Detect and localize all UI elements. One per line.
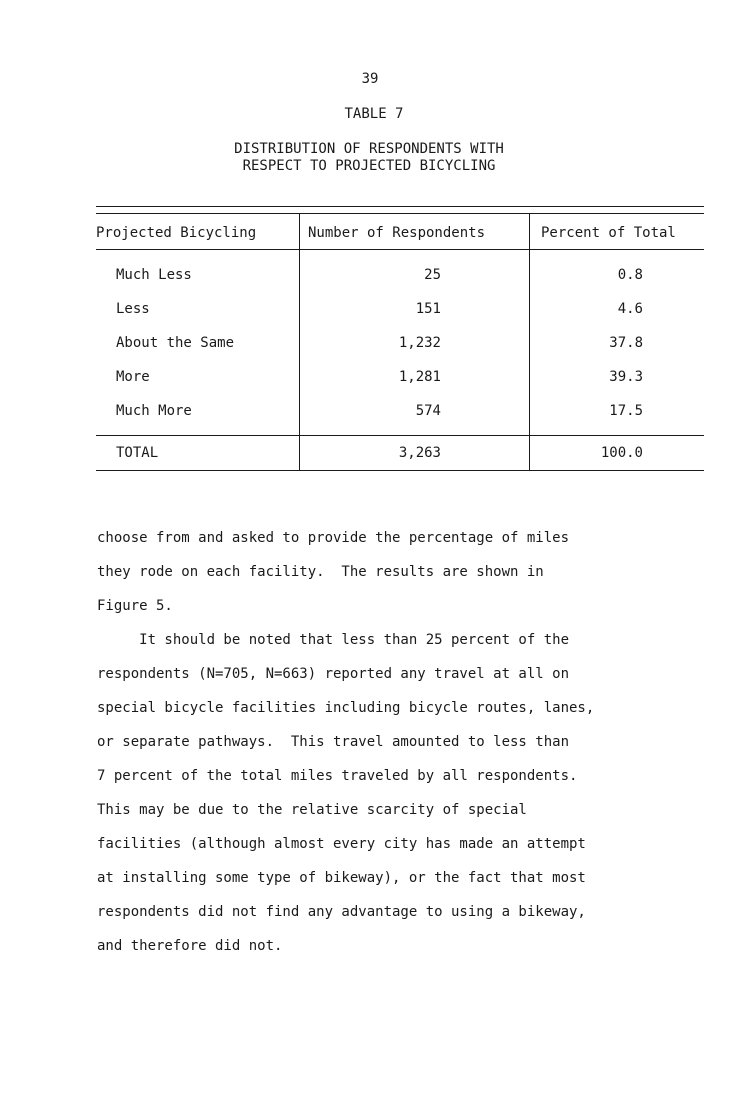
body-line: This may be due to the relative scarcity of special [97,802,527,818]
table-top-rule-2 [96,213,704,214]
body-line: respondents (N=705, N=663) reported any travel at all on [97,666,570,682]
table-title-line-1: DISTRIBUTION OF RESPONDENTS WITH [234,141,504,157]
body-line: at installing some type of bikeway), or the fact that most [97,870,586,886]
row-percent: 0.8 [617,267,643,283]
table-label: TABLE 7 [344,106,404,122]
column-divider-2 [529,214,530,471]
header-percent-of-total: Percent of Total [541,225,676,241]
row-percent: 37.8 [609,335,643,351]
body-line: and therefore did not. [97,938,283,954]
total-label: TOTAL [116,445,159,461]
table-title-line-2: RESPECT TO PROJECTED BICYCLING [242,158,496,174]
body-line: Figure 5. [97,598,173,614]
data-table [96,206,704,472]
total-percent: 100.0 [600,445,643,461]
row-percent: 4.6 [617,301,643,317]
row-number: 151 [415,301,441,317]
body-line: 7 percent of the total miles traveled by all respondents. [97,768,578,784]
row-number: 1,232 [398,335,441,351]
body-paragraph [97,521,717,963]
header-number-of-respondents: Number of Respondents [308,225,486,241]
row-percent: 39.3 [609,369,643,385]
column-divider-1 [299,214,300,471]
row-number: 25 [424,267,441,283]
header-projected-bicycling: Projected Bicycling [96,225,257,241]
body-line: special bicycle facilities including bicycle routes, lanes, [97,700,595,716]
row-number: 1,281 [398,369,441,385]
row-number: 574 [415,403,441,419]
table-bottom-rule [96,470,704,471]
row-label: More [116,369,150,385]
body-line: respondents did not find any advantage to using a bikeway, [97,904,586,920]
header-rule [96,249,704,250]
body-line: It should be noted that less than 25 percent of the [97,632,570,648]
table-top-rule [96,206,704,207]
row-label: Less [116,301,150,317]
row-label: Much More [116,403,192,419]
row-label: Much Less [116,267,192,283]
row-percent: 17.5 [609,403,643,419]
body-line: they rode on each facility. The results are shown in [97,564,544,580]
body-line: or separate pathways. This travel amounted to less than [97,734,570,750]
body-line: choose from and asked to provide the percentage of miles [97,530,570,546]
row-label: About the Same [116,335,235,351]
total-rule [96,435,704,436]
page-number: 39 [361,71,379,87]
table-title [0,141,738,175]
total-number: 3,263 [398,445,441,461]
body-line: facilities (although almost every city has made an attempt [97,836,586,852]
